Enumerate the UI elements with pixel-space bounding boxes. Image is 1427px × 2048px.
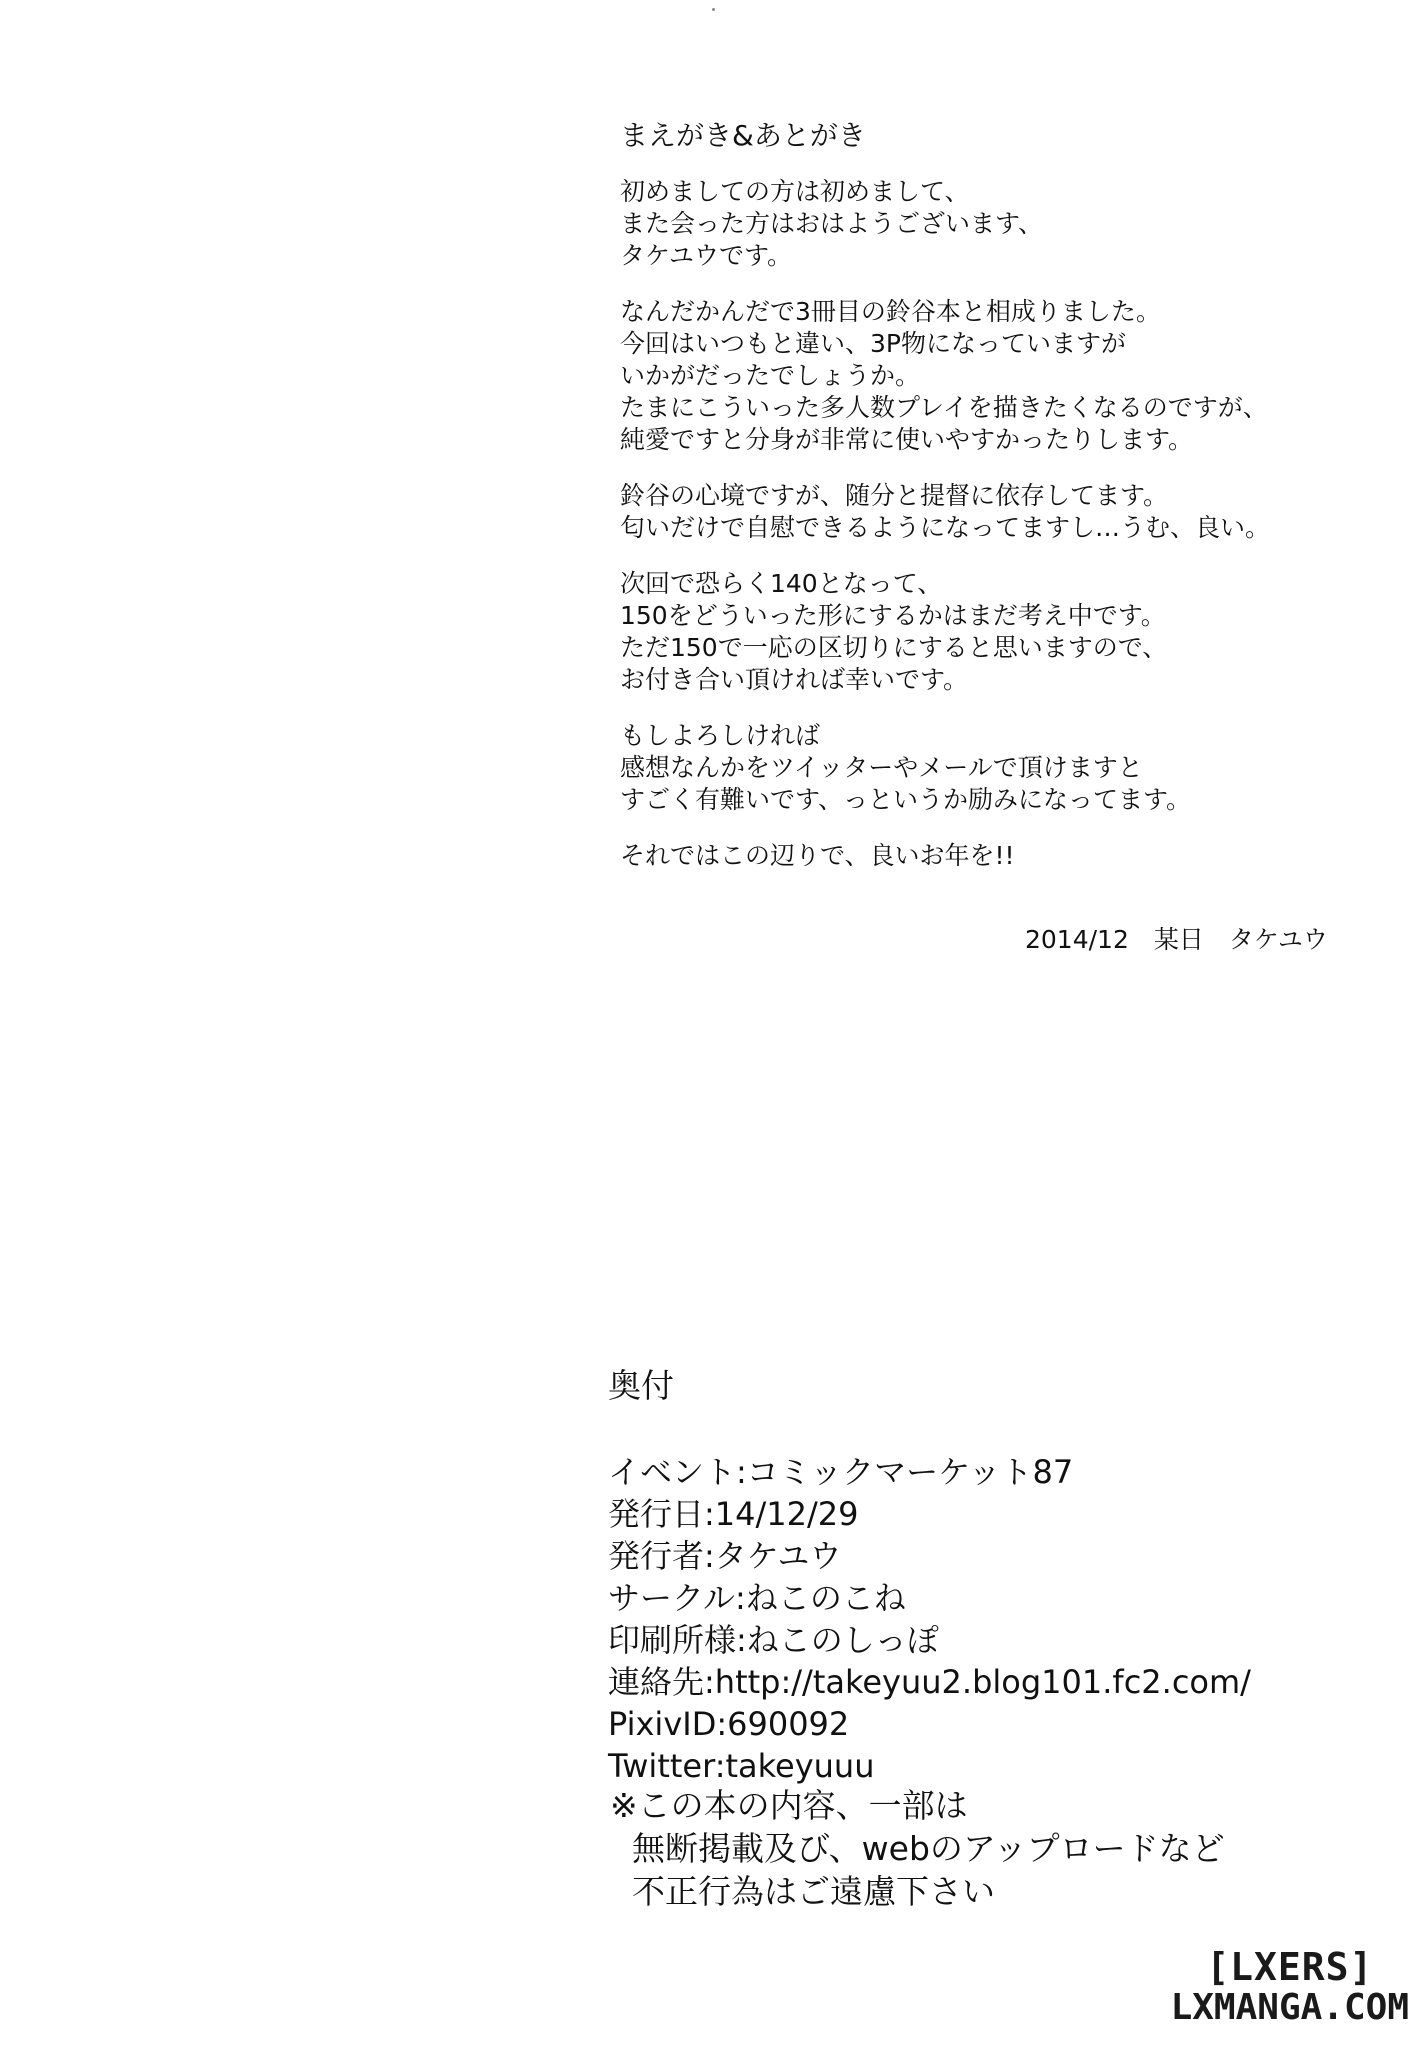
watermark-group-name: [LXERS]: [1206, 1945, 1374, 1989]
text-line: たまにこういった多人数プレイを描きたくなるのですが、: [620, 393, 1268, 422]
page-edge-mark: [712, 8, 715, 11]
copyright-notice: [610, 1784, 1390, 1913]
colophon-event: イベント:コミックマーケット87: [608, 1453, 1074, 1491]
text-line: 次回で恐らく140となって、: [620, 569, 943, 598]
text-line: もしよろしければ: [620, 721, 821, 750]
colophon-printer: 印刷所様:ねこのしっぽ: [608, 1621, 939, 1659]
text-line: お付き合い頂ければ幸いです。: [620, 665, 969, 694]
afterword-signature: 2014/12 某日 タケユウ: [1025, 925, 1328, 954]
text-line: タケユウです。: [620, 241, 793, 270]
text-line: なんだかんだで3冊目の鈴谷本と相成りました。: [620, 297, 1161, 326]
colophon-publisher: 発行者:タケユウ: [608, 1537, 842, 1575]
watermark-site-name: LXMANGA.COM: [1170, 1987, 1409, 2028]
afterword-paragraph-greeting: [620, 176, 1340, 272]
afterword-paragraph-character: [620, 480, 1340, 544]
text-line: 鈴谷の心境ですが、随分と提督に依存してます。: [620, 481, 1169, 510]
colophon-twitter: Twitter:takeyuuu: [608, 1747, 875, 1785]
afterword-paragraph-book: [620, 296, 1340, 456]
notice-line: ※この本の内容、一部は: [610, 1786, 968, 1825]
notice-line: 不正行為はご遠慮下さい: [632, 1872, 995, 1911]
text-line: ただ150で一応の区切りにすると思いますので、: [620, 633, 1168, 662]
text-line: それではこの辺りで、良いお年を!!: [620, 841, 1015, 870]
colophon-section: [608, 1365, 1388, 1787]
afterword-title: まえがき&あとがき: [620, 119, 866, 152]
colophon-publish-date: 発行日:14/12/29: [608, 1495, 859, 1533]
colophon-circle: サークル:ねこのこね: [608, 1579, 906, 1617]
afterword-paragraph-feedback: [620, 720, 1340, 816]
scanlation-watermark: [1171, 1946, 1409, 2028]
afterword-section: [620, 118, 1340, 896]
colophon-contact: 連絡先:http://takeyuu2.blog101.fc2.com/: [608, 1663, 1251, 1701]
text-line: 感想なんかをツイッターやメールで頂けますと: [620, 753, 1143, 782]
text-line: また会った方はおはようございます、: [620, 209, 1044, 238]
afterword-paragraph-closing: [620, 840, 1340, 872]
text-line: すごく有難いです、っというか励みになってます。: [620, 785, 1192, 814]
afterword-paragraph-next: [620, 568, 1340, 696]
text-line: 純愛ですと分身が非常に使いやすかったりします。: [620, 425, 1194, 454]
notice-line: 無断掲載及び、webのアップロードなど: [632, 1829, 1225, 1868]
text-line: いかがだったでしょうか。: [620, 361, 921, 390]
text-line: 今回はいつもと違い、3P物になっていますが: [620, 329, 1126, 358]
text-line: 初めましての方は初めまして、: [620, 177, 970, 206]
text-line: 150をどういった形にするかはまだ考え中です。: [620, 601, 1166, 630]
colophon-pixiv: PixivID:690092: [608, 1705, 850, 1743]
text-line: 匂いだけで自慰できるようになってますし…うむ、良い。: [620, 513, 1271, 542]
colophon-title: 奥付: [608, 1366, 674, 1405]
